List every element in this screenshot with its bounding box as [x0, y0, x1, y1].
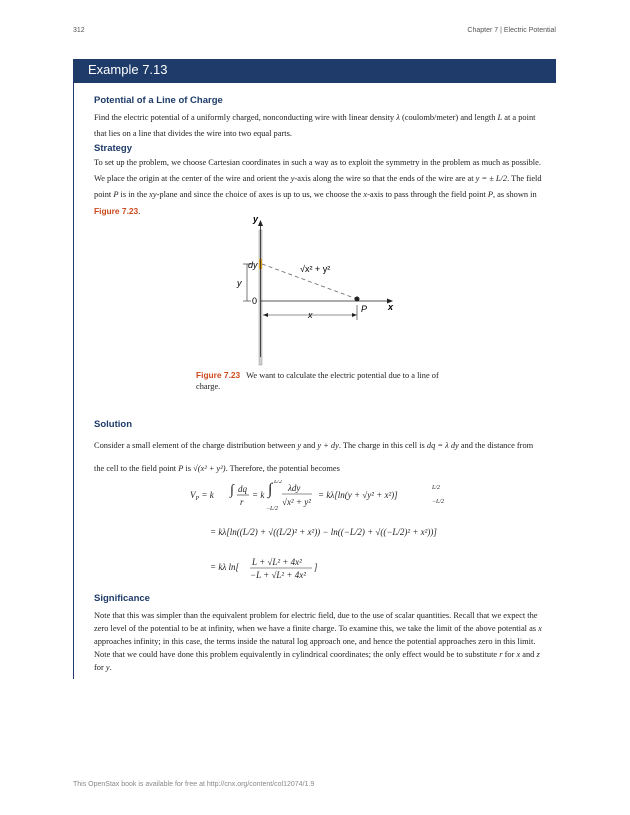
- y-symbol-3: y: [105, 663, 110, 672]
- significance-text-3: for: [504, 650, 515, 659]
- problem-text-3: and length: [460, 113, 496, 122]
- svg-text:VP = k: $V_P = k$: [190, 490, 214, 502]
- svg-text:−L/2: −L/2: [432, 499, 445, 505]
- dy-label: dy: [248, 260, 258, 270]
- page-number: 312: [73, 27, 85, 34]
- p-symbol-2: P: [487, 190, 493, 199]
- y-plus-dy: y + dy: [317, 441, 339, 450]
- solution-text: [94, 434, 544, 480]
- x-symbol-2: x: [538, 624, 542, 633]
- example-title: Example 7.13: [88, 62, 168, 77]
- svg-text:r: r: [240, 497, 244, 507]
- x-symbol-3: x: [516, 650, 521, 659]
- r-symbol: r: [499, 650, 503, 659]
- strategy-text-7: -plane and since the choice of axes is up to us,: [156, 190, 312, 199]
- y-axis-arrow: [258, 220, 263, 226]
- solution-text-3: . The charge in this cell is: [338, 441, 425, 450]
- x-symbol: x: [363, 190, 368, 199]
- z-symbol: z: [536, 650, 540, 659]
- solution-text-5: is: [185, 464, 192, 473]
- x-dimension-label: x: [308, 310, 313, 320]
- p-label: P: [361, 304, 368, 314]
- y-symbol: y: [290, 174, 295, 183]
- strategy-text-12: .: [138, 207, 141, 216]
- problem-text-4: at a point that lies on a line that divides the wire into two equal parts.: [94, 113, 536, 138]
- problem-text-1: Find the electric potential of a uniformly charged, nonconducting wire with linear density: [94, 113, 395, 122]
- significance-text-1: Note that this was simpler than the equivalent problem for electric field, due to the use of scalar quantities. Recall that we expect the zero level of the potential to be at infinity, when we have a finite charge. To examine this, we take the limit of the above potential as: [94, 611, 538, 633]
- field-point: [355, 297, 360, 302]
- figure-link[interactable]: Figure 7.23: [94, 206, 139, 216]
- dq-eq: dq = λ dy: [426, 441, 459, 450]
- svg-text:−L + √L² + 4x²: −L + √L² + 4x²: [250, 570, 306, 580]
- strategy-text-10: , as shown in: [492, 190, 537, 199]
- significance-text-2: approaches infinity; in this case, the terms inside the natural log approach one, and hence the potential approaches zero in this limit. Note that we could have done this problem equivalently in cylindrical coordinates; the only effect would be to substitute: [94, 637, 536, 659]
- potential-equation: [190, 480, 470, 590]
- strategy-text: [94, 155, 544, 220]
- svg-text:λdy: λdy: [288, 483, 301, 493]
- significance-heading: Significance: [94, 593, 150, 604]
- solution-text-4: and the distance from the cell to the field point: [94, 441, 534, 473]
- significance-text-5: for: [94, 663, 104, 672]
- significance-text-6: .: [109, 663, 112, 672]
- svg-text:= kλ[ln((L/2) + √((L/2)² + x²): = kλ[ln((L/2) + √((L/2)² + x²)) − ln((−L/2) + √((−L/2)² + x²))]: [210, 527, 437, 537]
- svg-text:L/2: L/2: [274, 480, 283, 485]
- figure-caption-label: Figure 7.23: [196, 370, 241, 380]
- strategy-text-3: -axis along the wire so that the: [294, 174, 398, 183]
- strategy-text-1: To set up the problem, we choose Cartesian coordinates in such a way as to exploit the symmetry in the problem: [94, 158, 471, 167]
- strategy-text-5: . The field point: [94, 174, 542, 199]
- xy-symbol: xy: [149, 190, 157, 199]
- strategy-text-2: as much as possible. We place the origin at the center of the wire and orient the: [94, 158, 541, 183]
- strategy-text-9: -axis to pass through the field point: [367, 190, 486, 199]
- strategy-text-6: is in the: [120, 190, 148, 199]
- distance-label: √x² + y²: [300, 264, 331, 274]
- svg-text:∫: ∫: [268, 481, 273, 498]
- problem-heading: Potential of a Line of Charge: [94, 95, 223, 106]
- y-axis-label: y: [253, 214, 259, 224]
- strategy-text-4: ends of the wire are at: [399, 174, 474, 183]
- solution-text-6: . Therefore, the potential becomes: [225, 464, 340, 473]
- x-axis-label: x: [388, 302, 394, 312]
- problem-text-2: (coulomb/meter): [401, 113, 459, 122]
- line-of-charge-figure: [230, 212, 410, 372]
- distance-expr: √(x² + y²): [193, 464, 226, 473]
- p-symbol: P: [113, 190, 119, 199]
- svg-text:= k: = k: [252, 490, 265, 500]
- solution-heading: Solution: [94, 419, 132, 430]
- figure-caption: [196, 370, 446, 392]
- svg-text:= kλ[ln(y + √y² + x²)]: = kλ[ln(y + √y² + x²)]: [318, 490, 398, 500]
- origin-label: 0: [252, 296, 258, 306]
- svg-text:dq: dq: [238, 484, 247, 494]
- footer-note: This OpenStax book is available for free at http://cnx.org/content/col12074/1.9: [73, 781, 315, 788]
- svg-text:]: ]: [314, 562, 318, 572]
- svg-text:L/2: L/2: [432, 485, 441, 491]
- svg-text:= kλ ln[: = kλ ln[: [210, 562, 239, 572]
- x-dimension-arrow-right: [352, 313, 357, 317]
- length-symbol: L: [497, 113, 503, 122]
- y-dimension-label: y: [237, 278, 242, 288]
- x-dimension-arrow-left: [263, 313, 268, 317]
- significance-text-4: and: [522, 650, 535, 659]
- svg-text:L + √L² + 4x²: L + √L² + 4x²: [252, 557, 302, 567]
- y-symbol-2: y: [297, 441, 302, 450]
- problem-text: [94, 110, 544, 142]
- figure-caption-text: We want to calculate the electric potential due to a line of charge.: [196, 371, 439, 391]
- svg-text:∫: ∫: [230, 483, 234, 498]
- significance-text: [94, 609, 544, 674]
- solution-text-2: and: [303, 441, 316, 450]
- chapter-title: Chapter 7 | Electric Potential: [467, 27, 556, 34]
- wire-ends-eq: y = ± L/2: [475, 174, 508, 183]
- lambda-symbol: λ: [396, 113, 400, 122]
- p-symbol-3: P: [178, 464, 184, 473]
- strategy-text-8: we choose the: [313, 190, 362, 199]
- svg-text:−L/2: −L/2: [266, 506, 279, 512]
- strategy-heading: Strategy: [94, 143, 133, 154]
- solution-text-1: Consider a small element of the charge distribution between: [94, 441, 296, 450]
- svg-text:√x² + y²: √x² + y²: [282, 497, 311, 507]
